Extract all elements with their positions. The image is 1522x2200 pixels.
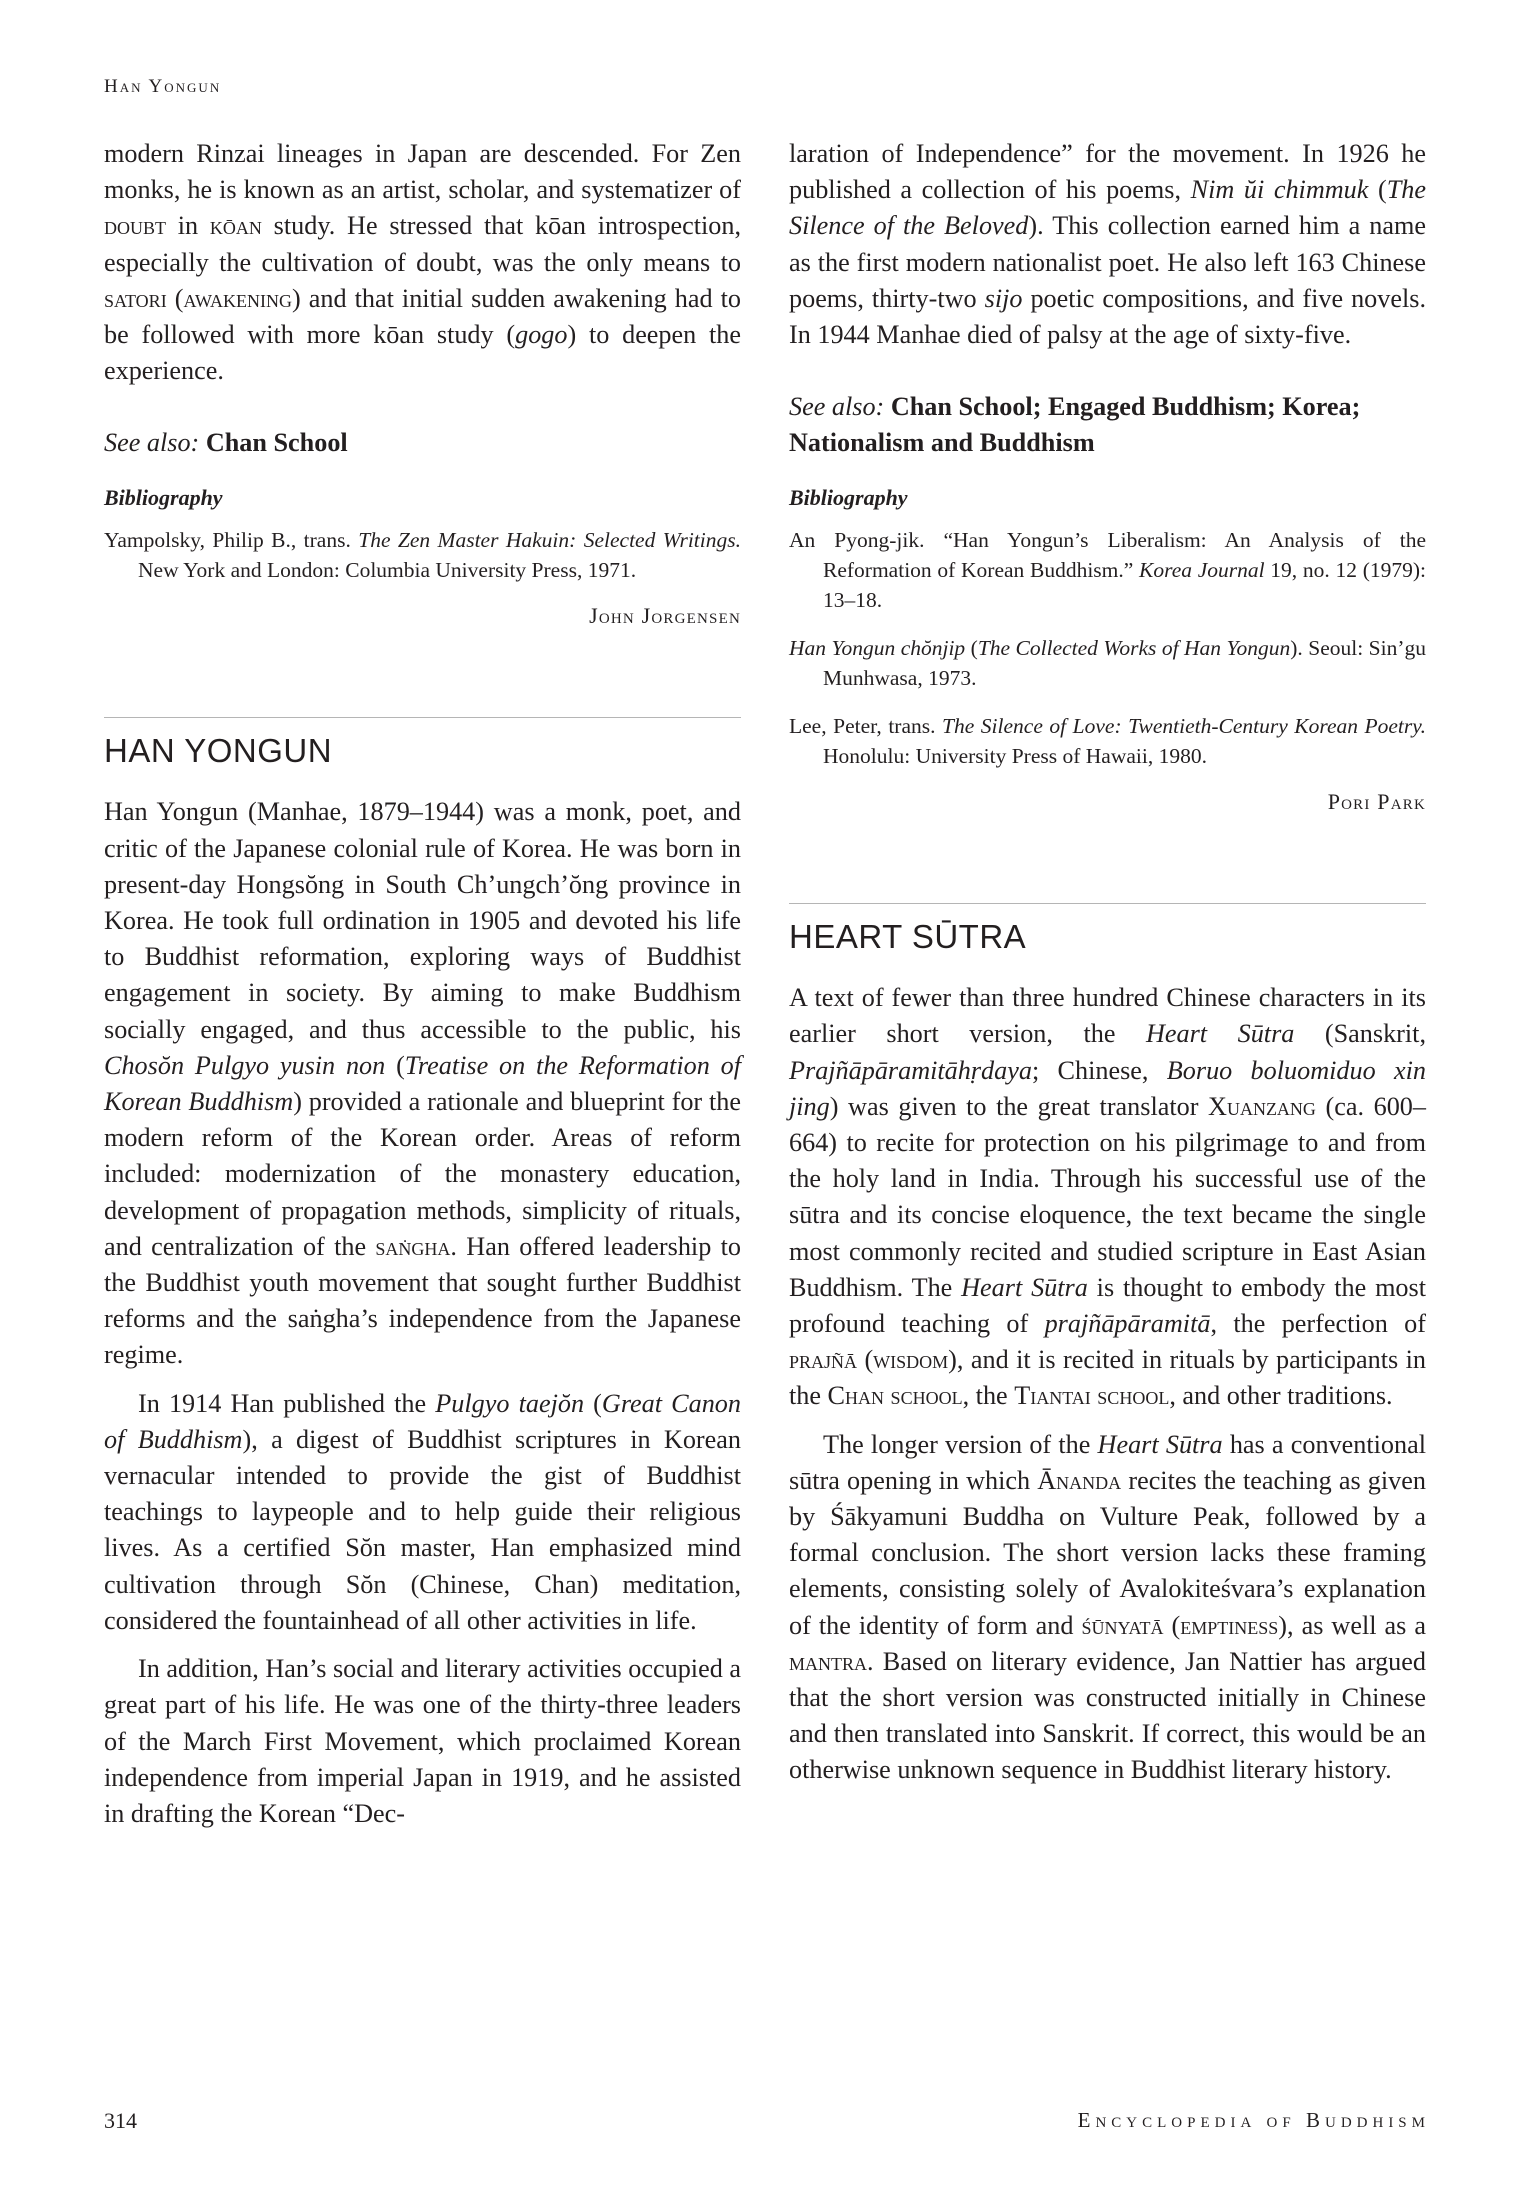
bibliography-entry: Han Yongun chŏnjip (The Collected Works of Han Yongun). Seoul: Sin’gu Munhwasa, 1973. — [789, 636, 1427, 691]
han-yongun-paragraph-3: In addition, Han’s social and literary activities occupied a great part of his life. He was one of the thirty-three leaders of the March First Movement, which proclaimed Korean independence from imperial Japan in 1919, and he assisted in drafting the Korean “Dec- — [104, 1654, 741, 1828]
cross-ref-satori[interactable]: satori (awakening) — [104, 283, 301, 313]
heart-sutra-paragraph-2: The longer version of the Heart Sūtra has a conventional sūtra opening in which Ānanda recites the teaching as given by Śākyamuni Buddha on Vulture Peak, followed by a formal conclusion. The short version lacks these framing elements, consisting solely of Avalokiteśvara’s explanation of the identity of form and śūnyatā (emptiness), as well as a mantra. Based on literary evidence, Jan Nattier has argued that the short version was constructed initially in Chinese and then translated into Sanskrit. If correct, this would be an otherwise unknown sequence in Buddhist literary history. — [789, 1429, 1427, 1785]
author-signature: Pori Park — [1327, 789, 1426, 815]
see-also-refs[interactable]: Chan School — [205, 428, 348, 458]
cross-ref-sunyata[interactable]: śūnyatā (emptiness) — [1081, 1610, 1287, 1640]
bibliography-entry: Yampolsky, Philip B., trans. The Zen Master Hakuin: Selected Writings. New York and London: Columbia University Press, 1971. — [104, 528, 741, 583]
hakuin-entry-end-paragraph: modern Rinzai lineages in Japan are descended. For Zen monks, he is known as an artist, scholar, and systematizer of doubt in kōan study. He stressed that kōan introspection, especially the cultivation of doubt, was the only means to satori (awakening) and that initial sudden awakening had to be followed with more kōan study (gogo) to deepen the experience. — [104, 139, 741, 386]
author-signature: John Jorgensen — [589, 603, 741, 629]
han-yongun-paragraph-2: In 1914 Han published the Pulgyo taejŏn (Great Canon of Buddhism), a digest of Buddhist scriptures in Korean vernacular intended to provide the gist of Buddhist teachings to laypeople and to help guide their religious lives. As a certified Sŏn master, Han emphasized mind cultivation through Sŏn (Chinese, Chan) meditation, considered the fountainhead of all other activities in life. — [104, 1388, 741, 1635]
bibliography-heading: Bibliography — [104, 485, 223, 511]
cross-ref-sangha[interactable]: saṅgha — [375, 1231, 451, 1261]
cross-ref-koan[interactable]: kōan — [209, 211, 262, 241]
cross-ref-prajna[interactable]: prajñā (wisdom) — [789, 1345, 957, 1375]
bibliography-heading: Bibliography — [789, 485, 908, 511]
han-yongun-paragraph-1: Han Yongun (Manhae, 1879–1944) was a monk, poet, and critic of the Japanese colonial rule of Korea. He was born in present-day Hongsŏng in South Ch’ungch’ŏng province in Korea. He took full ordination in 1905 and devoted his life to Buddhist reformation, exploring ways of Buddhist engagement in society. By aiming to make Buddhism socially engaged, and thus accessible to the public, his Chosŏn Pulgyo yusin non (Treatise on the Reformation of Korean Buddhism) provided a rationale and blueprint for the modern reform of the Korean order. Areas of reform included: modernization of the monastery education, development of propagation methods, simplicity of rituals, and centralization of the saṅgha. Han offered leadership to the Buddhist youth movement that sought further Buddhist reforms and the saṅgha’s independence from the Japanese regime. — [104, 797, 741, 1370]
cross-ref-mantra[interactable]: mantra — [789, 1646, 868, 1676]
see-also: See also: Chan School — [104, 428, 348, 458]
cross-ref-xuanzang[interactable]: Xuanzang — [1208, 1091, 1316, 1121]
cross-ref-chan-school[interactable]: Chan school — [827, 1381, 963, 1411]
entry-divider — [104, 717, 741, 718]
entry-title: HAN YONGUN — [104, 732, 333, 770]
entry-title: HEART SŪTRA — [789, 918, 1027, 956]
cross-ref-ananda[interactable]: Ānanda — [1037, 1465, 1122, 1495]
page-number: 314 — [104, 2108, 137, 2133]
entry-divider — [789, 903, 1426, 904]
right-column — [789, 136, 1426, 1789]
heart-sutra-paragraph-1: A text of fewer than three hundred Chinese characters in its earlier short version, the Heart Sūtra (Sanskrit, Prajñāpāramitāhṛdaya; Chinese, Boruo boluomiduo xin jing) was given to the great translator Xuanzang (ca. 600–664) to recite for protection on his pilgrimage to and from the holy land in India. Through his successful use of the sūtra and its concise eloquence, the text became the single most commonly recited and studied scripture in East Asian Buddhism. The Heart Sūtra is thought to embody the most profound teaching of prajñāpāramitā, the perfection of prajñā (wisdom), and it is recited in rituals by participants in the Chan school, the Tiantai school, and other traditions. — [789, 983, 1426, 1411]
book-title-footer: Encyclopedia of Buddhism — [1077, 2108, 1430, 2132]
see-also: See also: Chan School; Engaged Buddhism; Korea; Nationalism and Buddhism — [789, 392, 1361, 458]
han-yongun-paragraph-3-continued: laration of Independence” for the movement. In 1926 he published a collection of his poems, Nim ŭi chimmuk (The Silence of the Beloved). This collection earned him a name as the first modern nationalist poet. He also left 163 Chinese poems, thirty-two sijo poetic compositions, and five novels. In 1944 Manhae died of palsy at the age of sixty-five. — [789, 139, 1427, 350]
bibliography-entry: An Pyong-jik. “Han Yongun’s Liberalism: An Analysis of the Reformation of Korean Buddhism.” Korea Journal 19, no. 12 (1979): 13–18. — [789, 528, 1426, 613]
cross-ref-tiantai-school[interactable]: Tiantai school — [1014, 1381, 1170, 1411]
left-column — [104, 136, 741, 1832]
cross-ref-doubt[interactable]: doubt — [104, 211, 166, 241]
see-also-refs[interactable]: Chan School; Engaged Buddhism; Korea; Nationalism and Buddhism — [789, 392, 1361, 458]
bibliography-entry: Lee, Peter, trans. The Silence of Love: Twentieth-Century Korean Poetry. Honolulu: University Press of Hawaii, 1980. — [789, 714, 1427, 769]
running-head: Han Yongun — [104, 76, 222, 97]
